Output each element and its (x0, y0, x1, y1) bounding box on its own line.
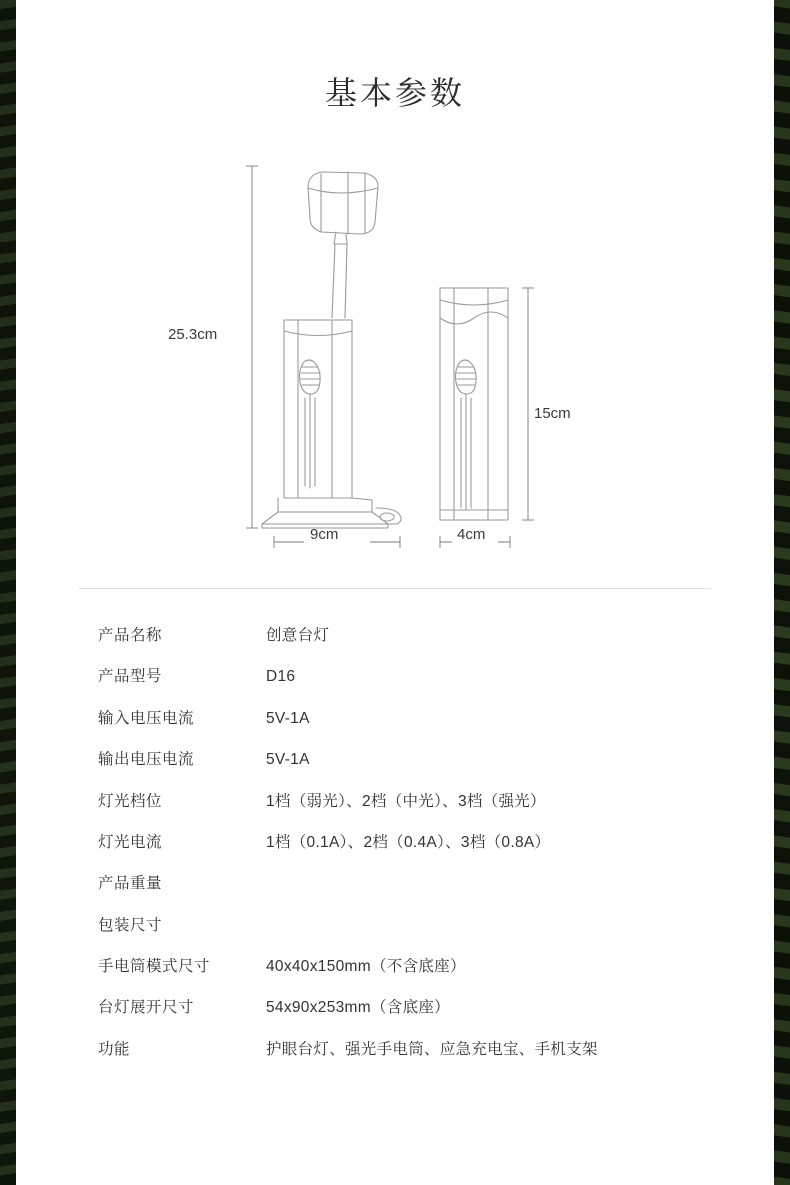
spec-label: 灯光电流 (98, 833, 163, 851)
dimension-drawing (16, 148, 774, 578)
product-dimension-diagram (16, 148, 774, 578)
table-row (98, 863, 698, 904)
dimension-flashlight-width: 4cm (457, 526, 486, 543)
spec-value: 5V-1A (266, 751, 310, 769)
spec-label: 台灯展开尺寸 (98, 999, 195, 1017)
spec-label: 功能 (98, 1040, 131, 1058)
page-title: 基本参数 (324, 75, 465, 111)
spec-value: 1档（0.1A）、2档（0.4A）、3档（0.8A） (266, 833, 551, 851)
spec-label: 灯光档位 (98, 792, 163, 810)
spec-value: 1档（弱光）、2档（中光）、3档（强光） (266, 792, 546, 810)
spec-value: 5V-1A (266, 709, 310, 727)
specification-table (98, 615, 698, 1070)
table-row (98, 615, 698, 656)
spec-value: 创意台灯 (266, 627, 330, 644)
spec-label: 手电筒模式尺寸 (98, 958, 211, 975)
dimension-base-width: 9cm (310, 526, 339, 543)
spec-sheet (16, 0, 774, 1185)
table-row (98, 822, 698, 863)
spec-value (266, 905, 698, 946)
dimension-total-height: 25.3cm (168, 326, 218, 343)
spec-label: 产品型号 (98, 668, 163, 686)
table-row (98, 1029, 698, 1070)
dimension-flashlight-height: 15cm (534, 405, 571, 422)
spec-label: 产品重量 (98, 875, 163, 893)
spec-label: 产品名称 (98, 627, 163, 644)
table-row (98, 739, 698, 780)
spec-value (266, 863, 698, 904)
spec-value: 54x90x253mm（含底座） (266, 999, 450, 1017)
table-row (98, 781, 698, 822)
spec-value: 护眼台灯、强光手电筒、应急充电宝、手机支架 (266, 1040, 598, 1058)
table-row (98, 987, 698, 1028)
spec-value: D16 (266, 668, 296, 686)
spec-label: 输出电压电流 (98, 751, 195, 769)
table-row (98, 698, 698, 739)
section-divider (79, 588, 711, 589)
table-row (98, 905, 698, 946)
spec-value: 40x40x150mm（不含底座） (266, 958, 466, 975)
spec-label: 包装尺寸 (98, 916, 163, 934)
spec-label: 输入电压电流 (98, 709, 195, 727)
table-row (98, 656, 698, 697)
table-row (98, 946, 698, 987)
